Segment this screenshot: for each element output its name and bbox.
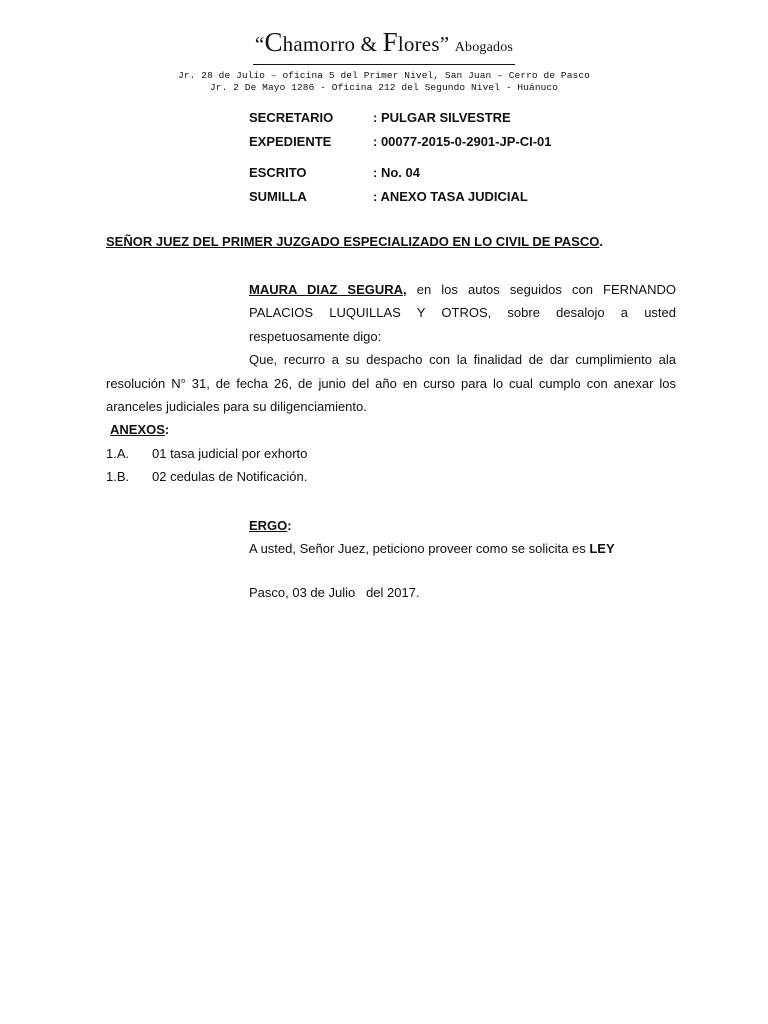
meta-row-sumilla <box>249 187 669 211</box>
ergo-colon: : <box>287 518 292 533</box>
addressee-heading <box>106 233 676 251</box>
anexos-colon: : <box>164 422 170 438</box>
firm-name-part-2: lores <box>397 32 440 56</box>
meta-key: ESCRITO <box>249 165 307 180</box>
firm-name-part-1: hamorro & <box>282 32 383 56</box>
meta-value: : PULGAR SILVESTRE <box>373 110 511 125</box>
document-body <box>106 278 676 489</box>
addressee-text: SEÑOR JUEZ DEL PRIMER JUZGADO ESPECIALIZADO EN LO CIVIL DE PASCO <box>106 234 600 249</box>
intro-paragraph <box>249 278 676 348</box>
firm-open-quote: “ <box>254 32 265 56</box>
ley-word: LEY <box>589 541 615 557</box>
ergo-section <box>249 514 679 561</box>
address-line-1: Jr. 28 de Julio – oficina 5 del Primer Nivel, San Juan – Cerro de Pasco <box>178 70 590 81</box>
meta-value: : No. 04 <box>373 165 420 180</box>
anexo-text: 02 cedulas de Notificación. <box>152 469 308 485</box>
case-metadata <box>249 108 669 211</box>
letterhead <box>0 26 768 94</box>
meta-row-secretario <box>249 108 669 132</box>
ergo-text: A usted, Señor Juez, peticiono proveer como se solicita es <box>249 541 590 557</box>
firm-close-quote: ” <box>439 32 450 56</box>
firm-name <box>253 26 515 65</box>
meta-key: SUMILLA <box>249 189 307 204</box>
anexo-text: 01 tasa judicial por exhorto <box>152 445 308 461</box>
meta-row-escrito <box>249 163 669 187</box>
firm-initial-f: F <box>382 27 398 57</box>
petitioner-name: MAURA DIAZ SEGURA, <box>249 282 407 297</box>
anexos-heading <box>110 418 676 441</box>
meta-value: : ANEXO TASA JUDICIAL <box>373 189 528 204</box>
meta-key: SECRETARIO <box>249 110 334 125</box>
firm-initial-c: C <box>264 27 283 57</box>
anexo-code: 1.B. <box>106 469 130 485</box>
anexo-code: 1.A. <box>106 445 130 461</box>
anexos-title: ANEXOS <box>110 422 165 438</box>
ergo-text-line <box>249 537 679 560</box>
meta-key: EXPEDIENTE <box>249 134 332 149</box>
addressee-period: . <box>599 234 603 249</box>
firm-suffix: Abogados <box>454 40 514 55</box>
anexo-item <box>106 442 676 465</box>
ergo-title: ERGO <box>249 518 288 533</box>
intro-text: en los autos seguidos con FERNANDO PALACIOS LUQUILLAS Y OTROS, sobre desalojo a usted respetuosamente digo: <box>249 282 676 344</box>
request-paragraph: Que, recurro a su despacho con la finalidad de dar cumplimiento ala resolución N° 31, de fecha 26, de junio del año en curso para lo cual cumplo con anexar los aranceles judiciales para su diligenciamiento. <box>106 352 676 415</box>
document-date: Pasco, 03 de Julio del 2017. <box>249 585 420 600</box>
ergo-heading <box>249 514 679 537</box>
address-line-2: Jr. 2 De Mayo 1286 - Oficina 212 del Segundo Nivel - Huánuco <box>209 82 559 93</box>
meta-value: : 00077-2015-0-2901-JP-CI-01 <box>373 134 552 149</box>
meta-row-expediente <box>249 132 669 156</box>
anexo-item <box>106 465 676 488</box>
